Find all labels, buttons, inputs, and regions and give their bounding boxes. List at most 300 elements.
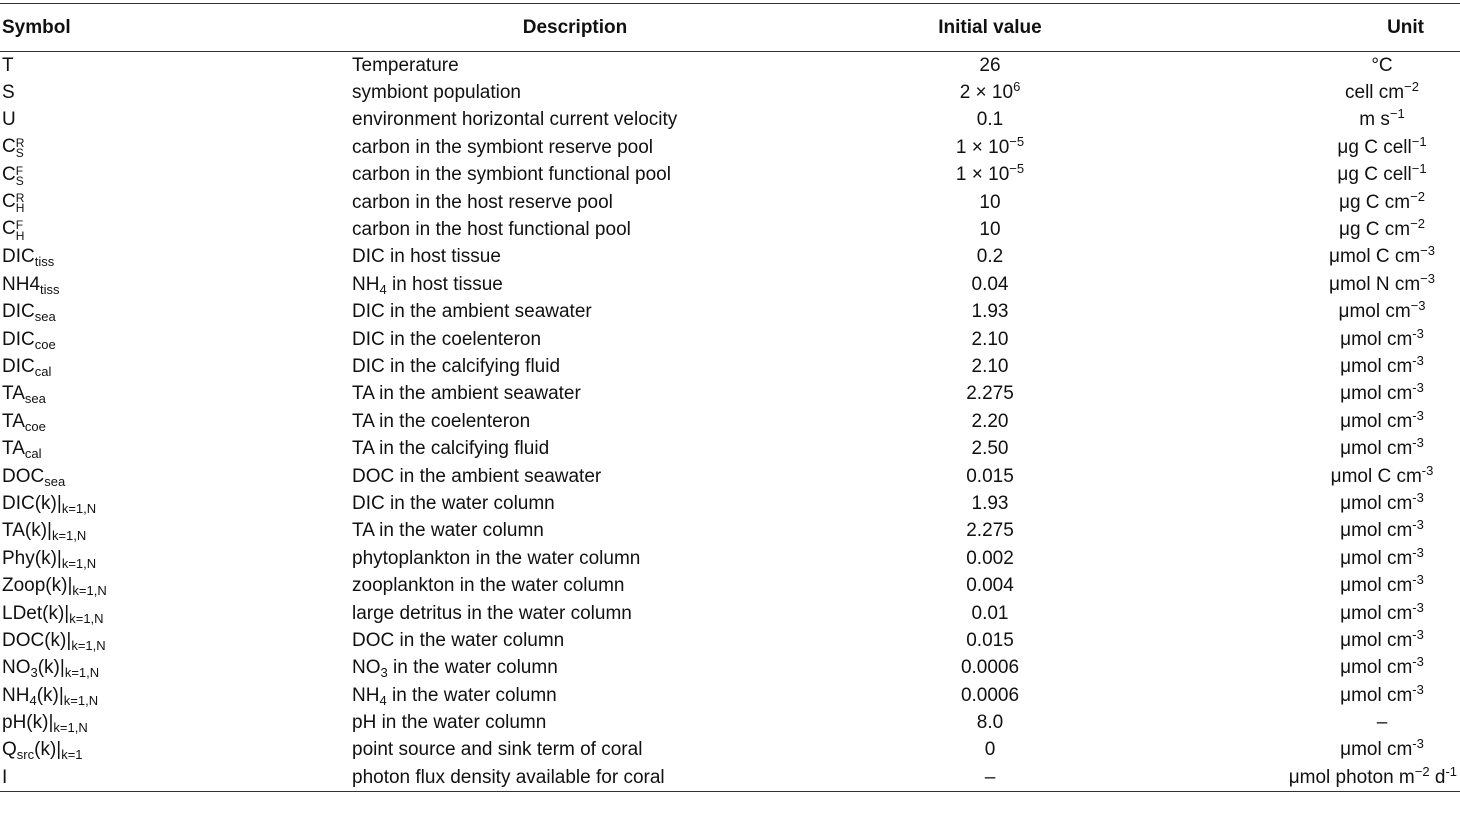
description-text: TA in the calcifying fluid bbox=[352, 438, 550, 460]
unit-exponent: −1 bbox=[1389, 106, 1405, 122]
value-text: 0.0006 bbox=[960, 657, 1020, 679]
unit-cell bbox=[1170, 736, 1460, 763]
unit-exponent: -3 bbox=[1412, 517, 1424, 533]
symbol-subscript: sea bbox=[44, 473, 66, 489]
value-text: 26 bbox=[979, 54, 1001, 76]
symbol-subscript-2: k=1,N bbox=[64, 665, 100, 681]
description-cell bbox=[340, 106, 810, 133]
unit-exponent: -3 bbox=[1412, 572, 1424, 588]
unit-cell bbox=[1170, 709, 1460, 736]
unit-wrap bbox=[1307, 133, 1457, 158]
symbol-subscript: 4 bbox=[29, 692, 37, 708]
value-text: 8.0 bbox=[976, 712, 1004, 734]
description-text: DIC in the water column bbox=[352, 492, 555, 514]
symbol-cell bbox=[0, 106, 340, 133]
unit-cell bbox=[1170, 134, 1460, 161]
initial-values-table bbox=[0, 3, 1460, 792]
table-row bbox=[0, 298, 1460, 325]
initial-value-cell bbox=[810, 627, 1170, 654]
symbol-base: DIC(k)| bbox=[2, 492, 62, 514]
symbol-rest: (k)| bbox=[34, 739, 62, 761]
table-row bbox=[0, 572, 1460, 599]
unit-wrap bbox=[1307, 407, 1457, 432]
description-text: DIC in host tissue bbox=[352, 246, 501, 268]
unit-exponent: -3 bbox=[1412, 489, 1424, 505]
description-cell bbox=[340, 325, 810, 352]
symbol-base: TA bbox=[2, 383, 25, 405]
unit-text: μmol photon m bbox=[1288, 766, 1415, 788]
symbol-base: C bbox=[2, 191, 16, 213]
unit-text: μmol cm bbox=[1340, 438, 1413, 460]
unit-exponent: −3 bbox=[1420, 270, 1435, 286]
initial-value-cell bbox=[810, 517, 1170, 544]
description-cell bbox=[340, 408, 810, 435]
value-text: 0.015 bbox=[966, 465, 1014, 487]
description-text: pH in the water column bbox=[352, 712, 547, 734]
symbol-subscript: k=1,N bbox=[71, 637, 106, 653]
unit-cell bbox=[1170, 408, 1460, 435]
description-subscript: 4 bbox=[379, 692, 387, 708]
symbol-base: Zoop(k)| bbox=[2, 575, 73, 597]
initial-value-cell bbox=[810, 79, 1170, 106]
value-exponent: 6 bbox=[1013, 79, 1021, 95]
symbol-subscript: k=1,N bbox=[61, 555, 97, 571]
unit-cell bbox=[1170, 79, 1460, 106]
symbol-subscript: tiss bbox=[40, 281, 60, 297]
symbol-base: I bbox=[2, 766, 8, 788]
initial-value-cell bbox=[810, 325, 1170, 352]
value-text: 2.275 bbox=[966, 520, 1014, 542]
table-row bbox=[0, 380, 1460, 407]
value-exponent: −5 bbox=[1009, 161, 1025, 177]
symbol-subscript: sea bbox=[24, 391, 46, 407]
unit-exponent: −2 bbox=[1414, 763, 1430, 779]
table-row bbox=[0, 681, 1460, 708]
unit-text: μmol C cm bbox=[1329, 246, 1421, 268]
symbol-base: Q bbox=[2, 739, 17, 761]
value-text: 1.93 bbox=[971, 492, 1009, 514]
symbol-cell bbox=[0, 654, 340, 681]
initial-value-cell bbox=[810, 298, 1170, 325]
unit-exponent: -3 bbox=[1412, 380, 1424, 396]
description-text: NH bbox=[352, 273, 380, 295]
unit-cell bbox=[1170, 764, 1460, 791]
unit-text: μmol cm bbox=[1338, 301, 1411, 323]
symbol-cell bbox=[0, 462, 340, 489]
unit-cell bbox=[1170, 325, 1460, 352]
initial-value-cell bbox=[810, 134, 1170, 161]
description-rest: in the water column bbox=[386, 684, 557, 706]
symbol-cell bbox=[0, 134, 340, 161]
description-cell bbox=[340, 52, 810, 79]
symbol-base: LDet(k)| bbox=[2, 602, 70, 624]
unit-text: μg C cell bbox=[1337, 164, 1412, 186]
symbol-cell bbox=[0, 435, 340, 462]
unit-exponent: −3 bbox=[1410, 298, 1426, 314]
unit-exponent: -3 bbox=[1412, 352, 1424, 368]
unit-cell bbox=[1170, 353, 1460, 380]
symbol-cell bbox=[0, 764, 340, 791]
description-cell bbox=[340, 709, 810, 736]
unit-text: μmol cm bbox=[1340, 739, 1413, 761]
unit-wrap bbox=[1307, 270, 1457, 295]
table-row bbox=[0, 353, 1460, 380]
unit-wrap bbox=[1307, 79, 1457, 104]
initial-value-cell bbox=[810, 243, 1170, 270]
description-cell bbox=[340, 435, 810, 462]
symbol-cell bbox=[0, 517, 340, 544]
value-text: 2 × 10 bbox=[959, 82, 1014, 104]
symbol-base: Phy(k)| bbox=[2, 547, 62, 569]
unit-cell bbox=[1170, 545, 1460, 572]
description-text: Temperature bbox=[352, 54, 459, 76]
description-text: DOC in the water column bbox=[352, 629, 565, 651]
unit-exponent-2: -1 bbox=[1445, 763, 1457, 779]
table-row bbox=[0, 161, 1460, 188]
description-cell bbox=[340, 298, 810, 325]
unit-cell bbox=[1170, 435, 1460, 462]
initial-value-cell bbox=[810, 572, 1170, 599]
description-text: DOC in the ambient seawater bbox=[352, 465, 602, 487]
symbol-superscript: R bbox=[15, 190, 25, 205]
unit-text: μmol cm bbox=[1340, 684, 1413, 706]
unit-exponent: -3 bbox=[1412, 599, 1424, 615]
description-cell bbox=[340, 188, 810, 215]
unit-text: μg C cm bbox=[1339, 191, 1411, 213]
symbol-rest: (k)| bbox=[36, 684, 64, 706]
symbol-base: DOC(k)| bbox=[2, 629, 72, 651]
unit-exponent: -3 bbox=[1412, 435, 1424, 451]
symbol-subscript: S bbox=[15, 146, 24, 161]
unit-wrap bbox=[1307, 216, 1457, 241]
description-text: symbiont population bbox=[352, 82, 521, 104]
description-cell bbox=[340, 353, 810, 380]
initial-value-cell bbox=[810, 353, 1170, 380]
value-text: 0.1 bbox=[976, 109, 1004, 131]
unit-text: μmol cm bbox=[1340, 575, 1413, 597]
unit-exponent: -3 bbox=[1412, 654, 1424, 670]
description-text: photon flux density available for coral bbox=[352, 766, 665, 788]
unit-exponent: -3 bbox=[1412, 681, 1424, 697]
description-text: NO bbox=[352, 657, 381, 679]
table-row bbox=[0, 435, 1460, 462]
table-row bbox=[0, 134, 1460, 161]
value-text: 1.93 bbox=[971, 301, 1009, 323]
description-cell bbox=[340, 79, 810, 106]
unit-exponent: -3 bbox=[1412, 626, 1424, 642]
description-cell bbox=[340, 380, 810, 407]
table-row bbox=[0, 216, 1460, 243]
initial-value-cell bbox=[810, 654, 1170, 681]
symbol-base: T bbox=[2, 54, 14, 76]
symbol-base: TA bbox=[2, 438, 25, 460]
unit-text: μmol cm bbox=[1340, 328, 1413, 350]
table-row bbox=[0, 52, 1460, 79]
unit-wrap bbox=[1307, 56, 1457, 75]
unit-wrap bbox=[1307, 243, 1457, 268]
symbol-cell bbox=[0, 161, 340, 188]
unit-text: cell cm bbox=[1345, 82, 1405, 104]
symbol-superscript: F bbox=[15, 163, 24, 178]
symbol-base: DOC bbox=[2, 465, 45, 487]
symbol-cell bbox=[0, 408, 340, 435]
unit-text: μmol cm bbox=[1340, 520, 1413, 542]
unit-cell bbox=[1170, 106, 1460, 133]
symbol-base: DIC bbox=[2, 328, 35, 350]
symbol-cell bbox=[0, 79, 340, 106]
unit-cell bbox=[1170, 654, 1460, 681]
symbol-superscript: F bbox=[15, 218, 24, 233]
value-text: 10 bbox=[979, 219, 1001, 241]
description-text: environment horizontal current velocity bbox=[352, 109, 678, 131]
initial-value-cell bbox=[810, 408, 1170, 435]
description-rest: in host tissue bbox=[386, 273, 503, 295]
unit-exponent: −2 bbox=[1410, 188, 1425, 204]
unit-text: μmol cm bbox=[1340, 629, 1413, 651]
unit-text: μmol N cm bbox=[1329, 273, 1421, 295]
value-text: 10 bbox=[979, 191, 1001, 213]
unit-wrap bbox=[1307, 188, 1457, 213]
symbol-cell bbox=[0, 545, 340, 572]
description-cell bbox=[340, 216, 810, 243]
description-text: TA in the ambient seawater bbox=[352, 383, 581, 405]
table-body bbox=[0, 52, 1460, 792]
symbol-base: C bbox=[2, 163, 16, 185]
initial-value-cell bbox=[810, 435, 1170, 462]
symbol-subscript: coe bbox=[24, 418, 46, 434]
table-row bbox=[0, 325, 1460, 352]
symbol-subscript-2: k=1,N bbox=[63, 692, 99, 708]
table-row bbox=[0, 408, 1460, 435]
unit-exponent: -3 bbox=[1412, 544, 1424, 560]
symbol-base: NH4 bbox=[2, 273, 41, 295]
symbol-cell bbox=[0, 736, 340, 763]
unit-wrap bbox=[1307, 599, 1457, 624]
table-row bbox=[0, 243, 1460, 270]
symbol-base: C bbox=[2, 136, 16, 158]
symbol-cell bbox=[0, 353, 340, 380]
table-row bbox=[0, 462, 1460, 489]
unit-wrap bbox=[1307, 681, 1457, 706]
initial-value-cell bbox=[810, 764, 1170, 791]
value-text: 0.01 bbox=[971, 602, 1009, 624]
initial-value-cell bbox=[810, 736, 1170, 763]
symbol-base: DIC bbox=[2, 246, 35, 268]
symbol-rest: (k)| bbox=[37, 657, 65, 679]
unit-text: – bbox=[1376, 712, 1388, 734]
initial-value-cell bbox=[810, 161, 1170, 188]
unit-exponent: -3 bbox=[1412, 736, 1424, 752]
symbol-base: S bbox=[2, 82, 15, 104]
table-row bbox=[0, 490, 1460, 517]
description-text: NH bbox=[352, 684, 380, 706]
symbol-subscript: 3 bbox=[30, 665, 38, 681]
symbol-subscript: k=1,N bbox=[53, 720, 88, 736]
unit-cell bbox=[1170, 161, 1460, 188]
unit-wrap bbox=[1307, 325, 1457, 350]
table-row bbox=[0, 79, 1460, 106]
initial-value-cell bbox=[810, 462, 1170, 489]
unit-cell bbox=[1170, 216, 1460, 243]
symbol-subscript: cal bbox=[24, 446, 42, 462]
description-text: DIC in the calcifying fluid bbox=[352, 355, 561, 377]
description-cell bbox=[340, 134, 810, 161]
initial-value-cell bbox=[810, 490, 1170, 517]
unit-cell bbox=[1170, 298, 1460, 325]
unit-exponent: −3 bbox=[1420, 243, 1435, 259]
symbol-subscript: coe bbox=[34, 336, 56, 352]
description-cell bbox=[340, 736, 810, 763]
table-row bbox=[0, 271, 1460, 298]
table-row bbox=[0, 599, 1460, 626]
description-subscript: 4 bbox=[379, 281, 387, 297]
header-description: Description bbox=[340, 4, 810, 52]
unit-text: μg C cm bbox=[1339, 219, 1411, 241]
unit-wrap bbox=[1307, 106, 1457, 131]
symbol-base: DIC bbox=[2, 301, 35, 323]
symbol-subscript: cal bbox=[34, 363, 52, 379]
unit-cell bbox=[1170, 517, 1460, 544]
unit-cell bbox=[1170, 681, 1460, 708]
description-cell bbox=[340, 462, 810, 489]
initial-value-cell bbox=[810, 681, 1170, 708]
value-text: 1 × 10 bbox=[955, 164, 1010, 186]
unit-cell bbox=[1170, 188, 1460, 215]
symbol-cell bbox=[0, 380, 340, 407]
initial-value-cell bbox=[810, 599, 1170, 626]
unit-wrap bbox=[1307, 713, 1457, 732]
symbol-sup-sub bbox=[15, 163, 24, 188]
unit-cell bbox=[1170, 52, 1460, 79]
symbol-base: DIC bbox=[2, 355, 35, 377]
unit-exponent: −2 bbox=[1404, 79, 1419, 95]
table-row bbox=[0, 545, 1460, 572]
value-text: 0.002 bbox=[966, 547, 1014, 569]
value-text: 2.275 bbox=[966, 383, 1014, 405]
symbol-subscript: k=1,N bbox=[61, 500, 97, 516]
table-row bbox=[0, 106, 1460, 133]
unit-wrap bbox=[1307, 489, 1457, 514]
value-text: 1 × 10 bbox=[955, 136, 1010, 158]
description-cell bbox=[340, 764, 810, 791]
description-text: carbon in the symbiont reserve pool bbox=[352, 136, 653, 158]
description-text: point source and sink term of coral bbox=[352, 739, 643, 761]
value-exponent: −5 bbox=[1009, 133, 1025, 149]
value-text: 2.10 bbox=[971, 328, 1009, 350]
unit-text: μmol cm bbox=[1340, 355, 1413, 377]
value-text: 0.0006 bbox=[960, 684, 1020, 706]
initial-value-cell bbox=[810, 106, 1170, 133]
unit-wrap bbox=[1307, 517, 1457, 542]
symbol-base: U bbox=[2, 109, 16, 131]
symbol-cell bbox=[0, 490, 340, 517]
table-row bbox=[0, 764, 1460, 791]
description-cell bbox=[340, 490, 810, 517]
initial-value-cell bbox=[810, 188, 1170, 215]
unit-text: °C bbox=[1371, 54, 1393, 76]
description-text: TA in the coelenteron bbox=[352, 410, 531, 432]
unit-wrap bbox=[1307, 298, 1457, 323]
unit-wrap bbox=[1307, 435, 1457, 460]
unit-text: μmol cm bbox=[1340, 602, 1413, 624]
unit-text: μmol cm bbox=[1340, 492, 1413, 514]
unit-wrap bbox=[1307, 462, 1457, 487]
description-text: carbon in the symbiont functional pool bbox=[352, 164, 671, 186]
description-subscript: 3 bbox=[380, 665, 388, 681]
value-text: 2.10 bbox=[971, 355, 1009, 377]
unit-wrap bbox=[1307, 654, 1457, 679]
header-unit: Unit bbox=[1170, 4, 1460, 52]
symbol-base: pH(k)| bbox=[2, 712, 54, 734]
unit-cell bbox=[1170, 271, 1460, 298]
unit-wrap bbox=[1307, 380, 1457, 405]
symbol-superscript: R bbox=[15, 136, 25, 151]
symbol-subscript: src bbox=[16, 747, 35, 763]
unit-wrap bbox=[1288, 763, 1457, 788]
symbol-sup-sub bbox=[15, 218, 25, 243]
value-text: 0.015 bbox=[966, 629, 1014, 651]
value-text: 0.004 bbox=[966, 575, 1014, 597]
symbol-cell bbox=[0, 627, 340, 654]
description-cell bbox=[340, 572, 810, 599]
table-row bbox=[0, 627, 1460, 654]
description-cell bbox=[340, 627, 810, 654]
description-text: large detritus in the water column bbox=[352, 602, 632, 624]
description-text: carbon in the host reserve pool bbox=[352, 191, 613, 213]
unit-cell bbox=[1170, 462, 1460, 489]
initial-value-cell bbox=[810, 271, 1170, 298]
unit-exponent: -3 bbox=[1412, 407, 1424, 423]
initial-value-cell bbox=[810, 545, 1170, 572]
value-text: 0.2 bbox=[976, 246, 1004, 268]
description-cell bbox=[340, 243, 810, 270]
description-text: phytoplankton in the water column bbox=[352, 547, 641, 569]
table-row bbox=[0, 709, 1460, 736]
description-cell bbox=[340, 681, 810, 708]
symbol-sup-sub bbox=[15, 136, 25, 161]
unit-cell bbox=[1170, 599, 1460, 626]
unit-wrap bbox=[1307, 572, 1457, 597]
unit-cell bbox=[1170, 380, 1460, 407]
unit-text: μmol cm bbox=[1340, 547, 1413, 569]
unit-text: μmol C cm bbox=[1330, 465, 1422, 487]
initial-value-cell bbox=[810, 380, 1170, 407]
symbol-cell bbox=[0, 709, 340, 736]
unit-text: μmol cm bbox=[1340, 383, 1413, 405]
symbol-sup-sub bbox=[15, 190, 25, 216]
table-row bbox=[0, 188, 1460, 215]
description-text: zooplankton in the water column bbox=[352, 575, 625, 597]
unit-text: μmol cm bbox=[1340, 410, 1413, 432]
symbol-base: NH bbox=[2, 684, 30, 706]
table-row bbox=[0, 654, 1460, 681]
symbol-cell bbox=[0, 325, 340, 352]
value-text: 0 bbox=[984, 739, 996, 761]
symbol-cell bbox=[0, 298, 340, 325]
description-cell bbox=[340, 654, 810, 681]
unit-rest: d bbox=[1429, 766, 1446, 788]
unit-wrap bbox=[1307, 352, 1457, 377]
symbol-base: TA(k)| bbox=[2, 520, 52, 542]
table-row bbox=[0, 736, 1460, 763]
unit-wrap bbox=[1307, 736, 1457, 761]
symbol-subscript: k=1,N bbox=[72, 583, 107, 599]
description-text: DIC in the coelenteron bbox=[352, 328, 542, 350]
description-cell bbox=[340, 161, 810, 188]
unit-exponent: −1 bbox=[1411, 161, 1427, 177]
symbol-base: C bbox=[2, 218, 16, 240]
symbol-base: TA bbox=[2, 410, 25, 432]
